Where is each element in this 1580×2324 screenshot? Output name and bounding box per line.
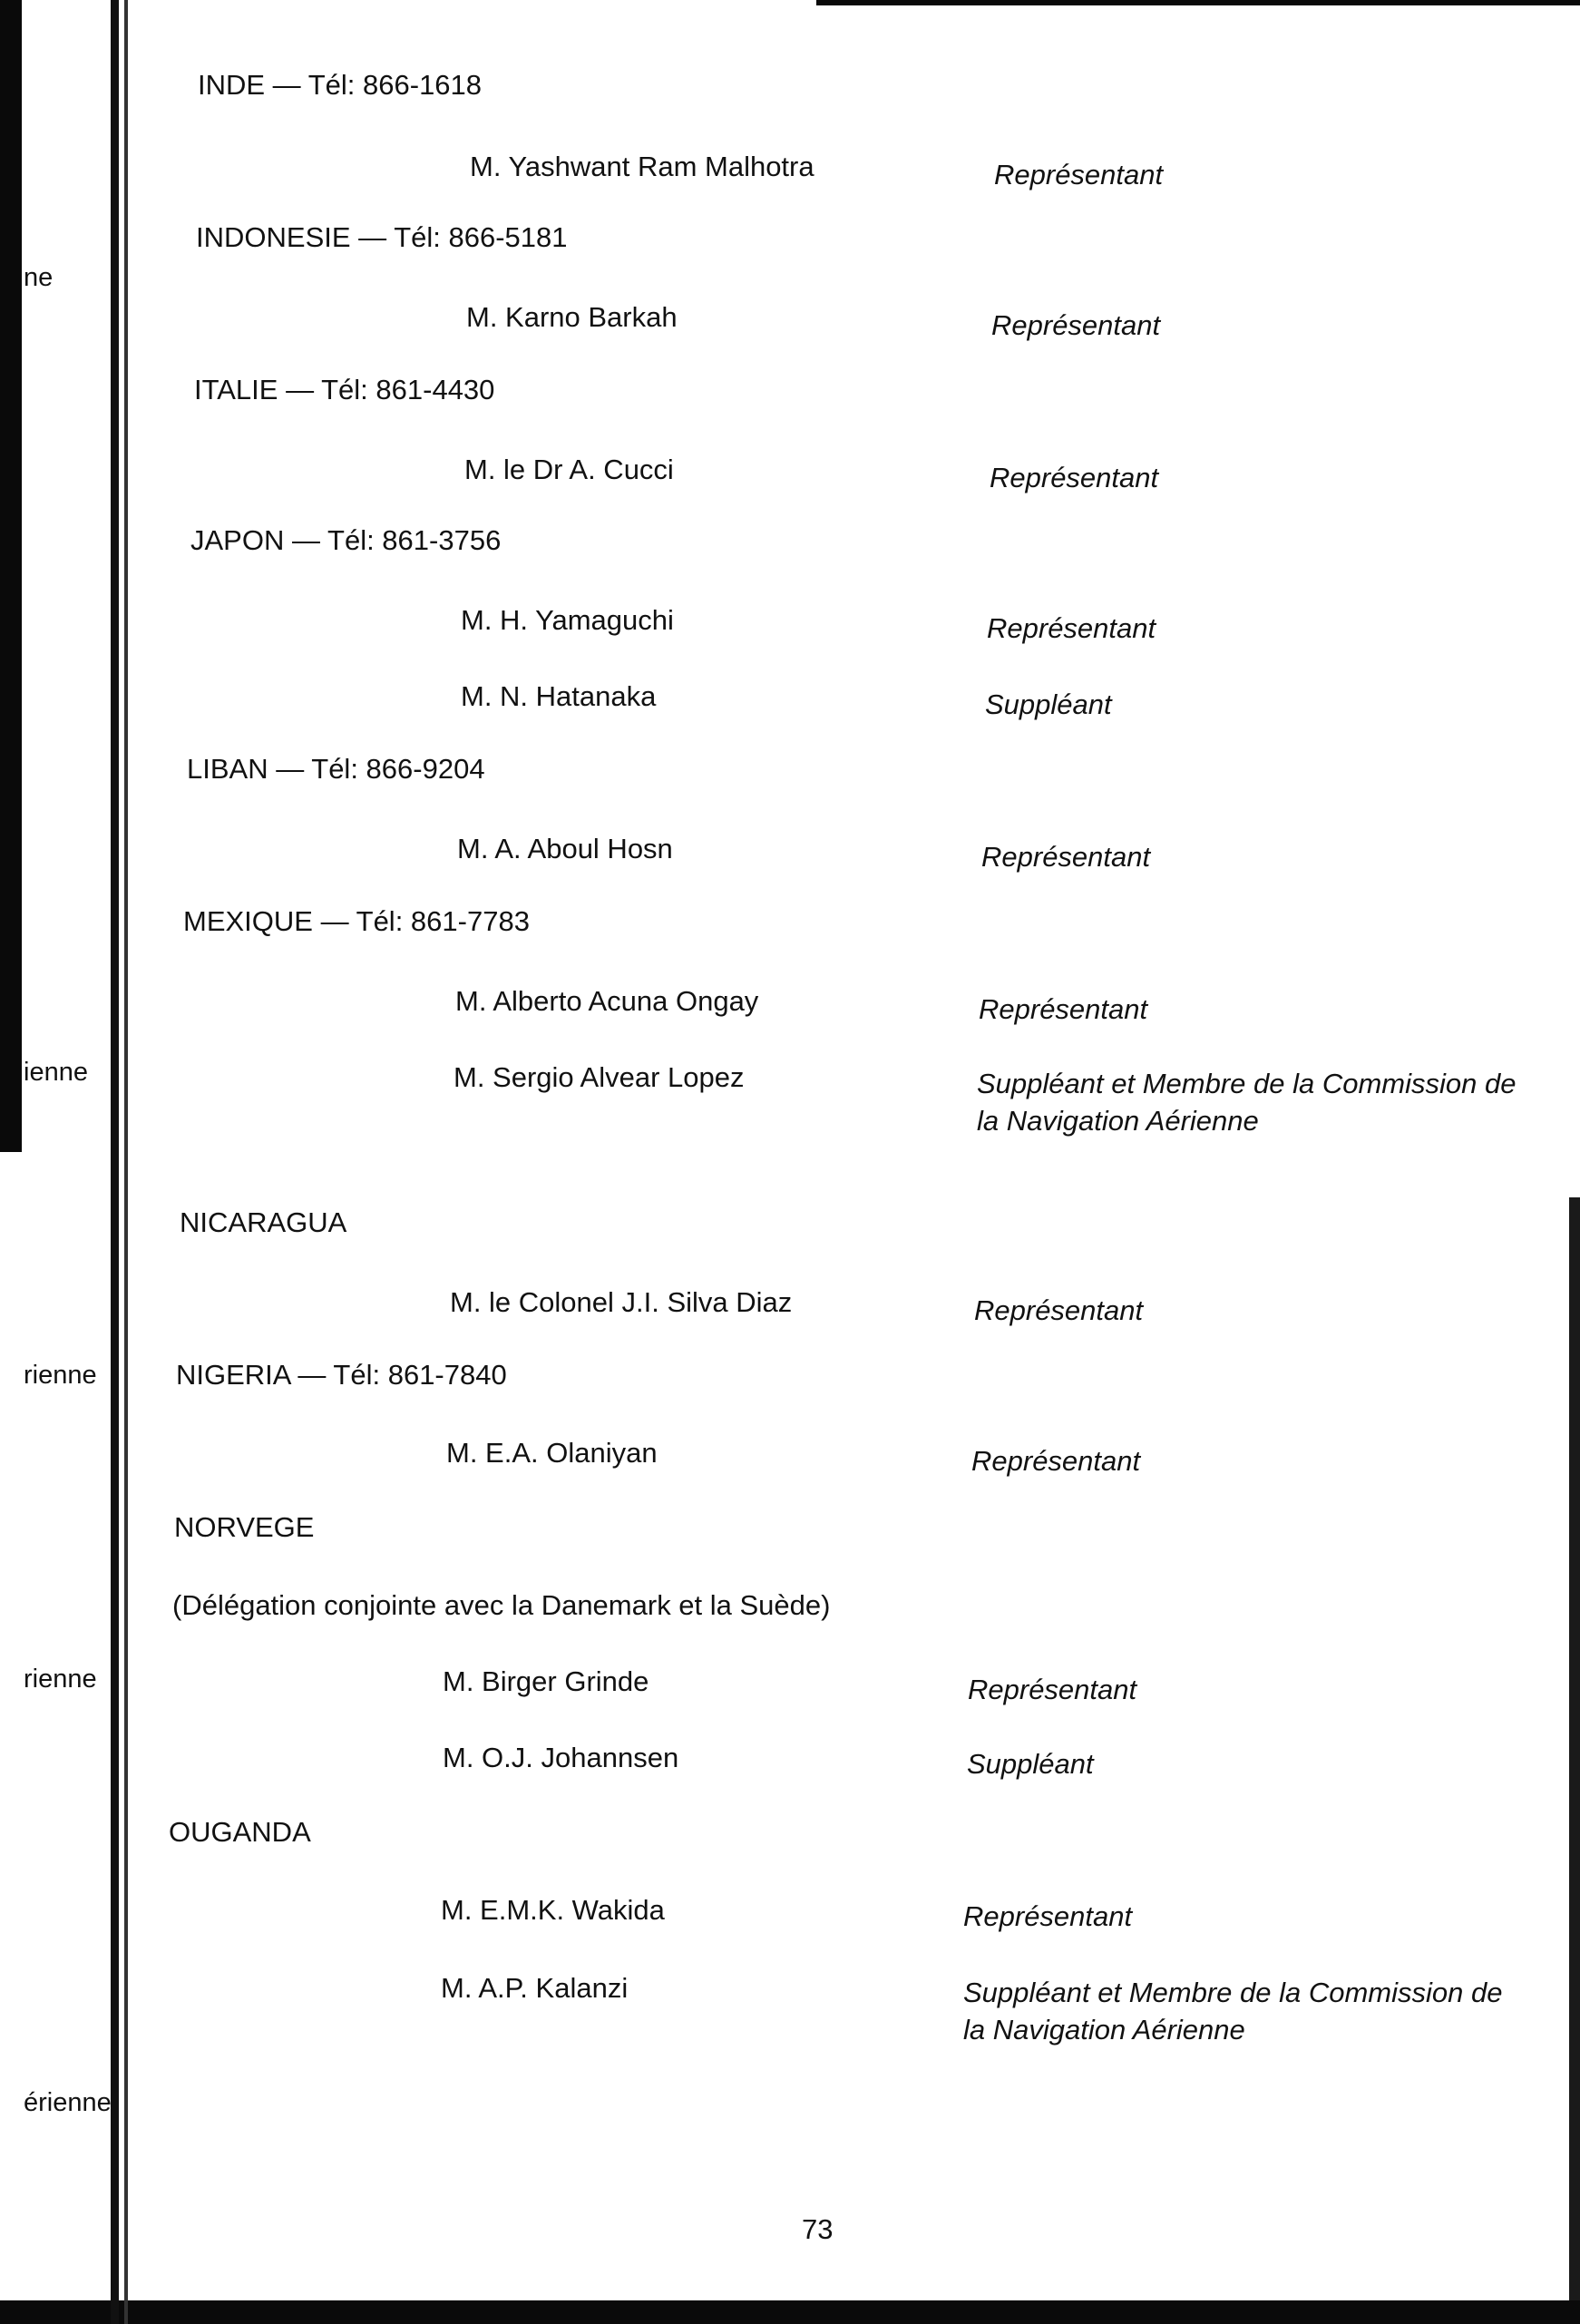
delegate-role: Suppléant et Membre de la Commission de la Navigation Aérienne <box>963 1977 1503 2046</box>
delegate-role: Suppléant <box>985 688 1112 720</box>
delegate-name: M. A. Aboul Hosn <box>457 833 673 864</box>
margin-fragment: ne <box>24 263 54 292</box>
country-heading: NICARAGUA <box>180 1206 347 1238</box>
margin-fragment: rienne <box>24 1361 97 1390</box>
page-number: 73 <box>802 2213 834 2245</box>
country-heading: ITALIE — Tél: 861-4430 <box>194 374 495 405</box>
delegate-name: M. Karno Barkah <box>466 301 678 333</box>
country-heading: LIBAN — Tél: 866-9204 <box>187 753 485 785</box>
delegate-name: M. A.P. Kalanzi <box>441 1972 629 2004</box>
delegate-name: M. le Colonel J.I. Silva Diaz <box>450 1286 793 1318</box>
scan-edge-bottom <box>0 2300 1580 2324</box>
country-heading: INDE — Tél: 866-1618 <box>198 69 483 101</box>
country-heading: OUGANDA <box>169 1816 311 1848</box>
delegate-name: M. Sergio Alvear Lopez <box>454 1061 745 1093</box>
delegate-name: M. E.A. Olaniyan <box>446 1437 658 1469</box>
scan-edge-top <box>816 0 1580 5</box>
delegate-name: M. Yashwant Ram Malhotra <box>470 151 814 182</box>
delegate-role: Représentant <box>987 612 1156 644</box>
delegate-role: Représentant <box>963 1900 1133 1932</box>
delegate-name: M. N. Hatanaka <box>461 680 657 712</box>
delegate-role: Représentant <box>981 841 1151 873</box>
delegate-name: M. E.M.K. Wakida <box>441 1894 665 1926</box>
delegate-role: Suppléant et Membre de la Commission de la Navigation Aérienne <box>977 1068 1517 1137</box>
delegate-role: Représentant <box>968 1674 1137 1705</box>
country-heading: NIGERIA — Tél: 861-7840 <box>176 1359 507 1391</box>
scan-edge-left <box>0 0 22 1152</box>
delegate-role: Représentant <box>994 159 1164 190</box>
margin-fragment: érienne <box>24 2088 112 2117</box>
delegate-role: Représentant <box>991 309 1161 341</box>
margin-fragment: ienne <box>24 1058 88 1087</box>
delegate-role: Représentant <box>971 1445 1141 1477</box>
binding-line-inner <box>124 0 128 2324</box>
delegate-role: Représentant <box>979 993 1148 1025</box>
country-heading: MEXIQUE — Tél: 861-7783 <box>183 905 530 937</box>
delegate-name: M. H. Yamaguchi <box>461 604 674 636</box>
delegate-role: Suppléant <box>967 1748 1094 1780</box>
delegate-name: M. O.J. Johannsen <box>443 1742 679 1773</box>
delegate-name: M. Birger Grinde <box>443 1665 649 1697</box>
country-heading: NORVEGE <box>174 1511 315 1543</box>
delegate-role: Représentant <box>990 462 1159 493</box>
country-heading: INDONESIE — Tél: 866-5181 <box>196 221 568 253</box>
scan-edge-right <box>1569 1197 1580 2324</box>
delegation-note: (Délégation conjointe avec la Danemark et la Suède) <box>172 1589 831 1621</box>
country-heading: JAPON — Tél: 861-3756 <box>190 524 502 556</box>
delegate-name: M. Alberto Acuna Ongay <box>455 985 759 1017</box>
margin-fragment: rienne <box>24 1665 97 1694</box>
binding-line <box>111 0 119 2324</box>
delegate-role: Représentant <box>974 1294 1144 1326</box>
delegate-name: M. le Dr A. Cucci <box>464 454 674 485</box>
